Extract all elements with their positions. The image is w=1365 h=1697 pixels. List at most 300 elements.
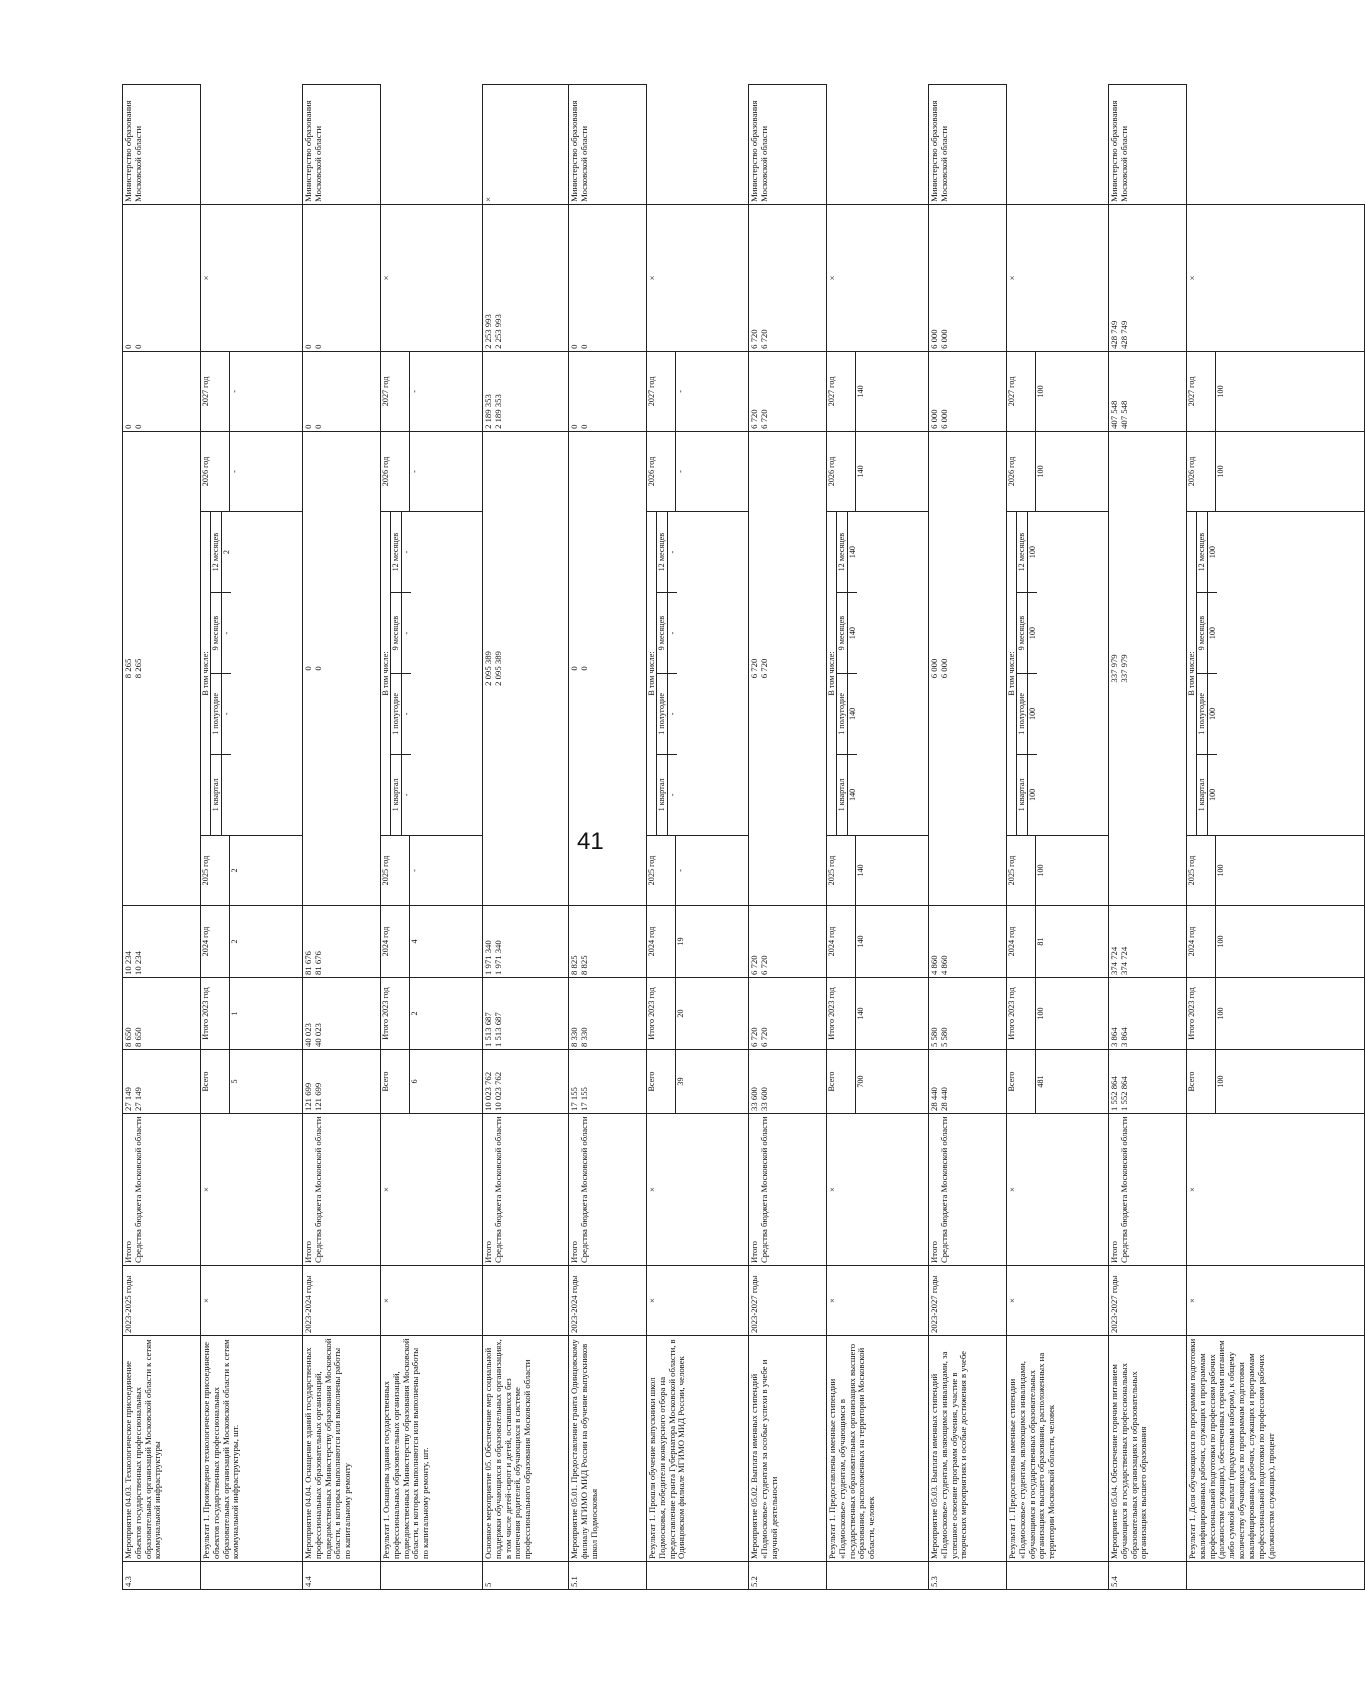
- amount-2024-total: 6 720: [749, 955, 759, 975]
- amount-2027-total: 0: [303, 344, 313, 349]
- result-source-cross: ×: [201, 1114, 303, 1266]
- result-total: [201, 1050, 303, 1114]
- amount-2025-total: 0: [303, 666, 313, 671]
- result-2024-value-row: [410, 906, 420, 977]
- amount-2024-total: 8 825: [569, 955, 579, 975]
- result-total-header-row: [201, 1050, 230, 1113]
- breakdown-grid: [647, 512, 677, 835]
- amount-2023: [1109, 978, 1187, 1050]
- quarter-1-header: 1 квартал: [837, 754, 847, 835]
- twelve-months-value: -: [401, 512, 411, 593]
- result-total-header: Всего: [827, 1050, 856, 1113]
- result-2025-grid: [647, 836, 685, 905]
- result-total-value: 5: [230, 1079, 239, 1084]
- amount-2026: [483, 351, 569, 431]
- measure-title: Мероприятие 05.01. Предоставление гранта Одинцовскому филиалу МГИМО МИД России на обучение выпускников школ Подмосковья: [569, 1336, 647, 1562]
- result-2027: [827, 351, 929, 431]
- breakdown-value-row: [221, 512, 231, 835]
- half-year-value: 100: [1207, 674, 1217, 755]
- amount-total: [569, 1050, 647, 1114]
- result-2026-value: 100: [1216, 465, 1225, 478]
- result-2023-header: Итого 2023 год: [647, 978, 676, 1049]
- amount-2025: [483, 431, 569, 905]
- result-2024-value-row: [1216, 906, 1226, 977]
- program-measures-table: [122, 84, 1365, 1590]
- amount-2023: [303, 978, 381, 1050]
- nine-months-value: -: [667, 593, 677, 674]
- funding-sources: [483, 1114, 569, 1266]
- execution-period: 2023-2025 годы: [123, 1266, 201, 1336]
- result-2025: [1187, 836, 1365, 906]
- result-2023-value-row: [856, 978, 866, 1049]
- result-2025-value-row: [1036, 836, 1046, 905]
- result-2025-header-row: [827, 836, 856, 905]
- result-2023: [381, 978, 483, 1050]
- result-2024-header: 2024 год: [1187, 906, 1216, 977]
- rotated-table-container: [122, 100, 1276, 1590]
- quarter-1-header: 1 квартал: [657, 754, 667, 835]
- result-2025: [647, 836, 749, 906]
- amount-2024-regional: 81 676: [312, 951, 323, 975]
- amount-2027-total: 2 253 993: [483, 314, 493, 349]
- twelve-months-header: 12 месяцев: [657, 512, 667, 593]
- result-total: [1187, 1050, 1365, 1114]
- amount-2025-regional: 337 979: [1118, 654, 1129, 683]
- result-period-cross: ×: [647, 1266, 749, 1336]
- result-2027-grid: [201, 352, 239, 431]
- result-2026-value: -: [230, 470, 239, 473]
- result-2027: [381, 351, 483, 431]
- result-total: [827, 1050, 929, 1114]
- amount-2025: [929, 431, 1007, 905]
- result-2025-header: 2025 год: [647, 836, 676, 905]
- amount-2026-total: 0: [569, 424, 579, 429]
- result-2025-header: 2025 год: [1187, 836, 1216, 905]
- breakdown-value-row: [401, 512, 411, 835]
- source-regional-label: Средства бюджета Московской области: [1118, 1116, 1129, 1263]
- breakdown-grid: [1187, 512, 1217, 835]
- result-2024-header: 2024 год: [827, 906, 856, 977]
- result-2023-value: 1: [230, 1011, 239, 1016]
- result-total-header-row: [381, 1050, 410, 1113]
- twelve-months-value: 2: [221, 512, 231, 593]
- amount-2026-regional: 0: [132, 424, 143, 429]
- amount-2027: [123, 204, 201, 351]
- result-2023-value: 2: [410, 1011, 419, 1016]
- result-2026-header-row: [827, 432, 856, 511]
- result-2023-grid: [1187, 978, 1225, 1049]
- amount-total: [929, 1050, 1007, 1114]
- result-2026-grid: [381, 432, 419, 511]
- result-2026: [827, 431, 929, 511]
- result-2026-header: 2026 год: [381, 432, 410, 511]
- amount-2023-total: 6 720: [749, 1027, 759, 1047]
- amount-2023: [483, 978, 569, 1050]
- quarter-1-header: 1 квартал: [1017, 754, 1027, 835]
- result-total-grid: [381, 1050, 419, 1113]
- result-2024-grid: [647, 906, 685, 977]
- result-2025-value-row: [230, 836, 240, 905]
- result-title: Результат 1. Оснащены здания государственных профессиональных образовательных организаций, подведомственных Министерству образования Московской области, в которых выполняются или выполнены работы по капитальному ремонту, шт.: [381, 1336, 483, 1562]
- result-responsible-cross: ×: [1007, 204, 1109, 351]
- result-2025-grid: [827, 836, 865, 905]
- quarter-1-value: -: [667, 793, 677, 797]
- result-2023-grid: [1007, 978, 1045, 1049]
- amount-2023-total: 3 864: [1109, 1027, 1119, 1047]
- twelve-months-value: 140: [847, 512, 857, 593]
- half-year-value: -: [667, 674, 677, 755]
- amount-2024: [569, 906, 647, 978]
- amount-2023-regional: 3 864: [1118, 1027, 1129, 1047]
- result-2024-value-row: [1036, 906, 1046, 977]
- result-period-cross: ×: [827, 1266, 929, 1336]
- result-2026: [1187, 431, 1365, 511]
- breakdown-value-row: [847, 512, 857, 835]
- result-2026-value-row: [410, 432, 420, 511]
- row-number: 5: [483, 1562, 569, 1590]
- amount-total: [1109, 1050, 1187, 1114]
- result-2027-header-row: [647, 352, 676, 431]
- result-2027-header-row: [1187, 352, 1216, 431]
- result-source-cross: ×: [381, 1114, 483, 1266]
- measure-title: Мероприятие 04.03. Технологическое присоединение объектов государственных профессиональных образовательных организаций Московской области к сетям коммунальной инфраструктуры: [123, 1336, 201, 1562]
- amount-2026-total: 6 000: [929, 409, 939, 429]
- amount-2025-regional: 8 265: [132, 658, 143, 679]
- result-2027: [1007, 351, 1109, 431]
- amount-total-total: 27 149: [123, 1087, 133, 1111]
- amount-2027-regional: 428 749: [1118, 320, 1129, 349]
- result-total-value: 100: [1216, 1075, 1225, 1088]
- result-source-cross: ×: [1007, 1114, 1109, 1266]
- result-2024: [1187, 906, 1365, 978]
- source-regional-label: Средства бюджета Московской области: [492, 1116, 503, 1263]
- result-2025-value: 100: [1036, 864, 1045, 877]
- measure-row: [929, 84, 1007, 1589]
- amount-2024-total: 10 234: [123, 951, 133, 975]
- result-2025-grid: [201, 836, 239, 905]
- result-2027-header: 2027 год: [381, 352, 410, 431]
- result-2025-value-row: [1216, 836, 1226, 905]
- funding-sources: [749, 1114, 827, 1266]
- result-2025-value: 2: [230, 868, 239, 873]
- half-year-header: 1 полугодие: [657, 674, 667, 755]
- result-period-cross: ×: [1187, 1266, 1365, 1336]
- amount-total-regional: 10 023 762: [492, 1071, 503, 1111]
- amount-total-regional: 27 149: [132, 1087, 143, 1111]
- amount-total: [749, 1050, 827, 1114]
- amount-2023: [569, 978, 647, 1050]
- execution-period: 2023-2024 годы: [303, 1266, 381, 1336]
- result-2026-value: -: [410, 470, 419, 473]
- amount-2026-regional: 0: [578, 424, 589, 429]
- result-2025-breakdown: [201, 512, 303, 836]
- result-2027-header: 2027 год: [1187, 352, 1216, 431]
- measure-row: [569, 84, 647, 1589]
- amount-total-regional: 1 552 864: [1118, 1076, 1129, 1111]
- result-row: [201, 84, 303, 1589]
- nine-months-header: 9 месяцев: [391, 593, 401, 674]
- result-2027-header: 2027 год: [827, 352, 856, 431]
- result-2025-header-row: [381, 836, 410, 905]
- result-2024-header: 2024 год: [1007, 906, 1036, 977]
- result-total-header-row: [647, 1050, 676, 1113]
- result-period-cross: ×: [1007, 1266, 1109, 1336]
- result-number-blank: [1187, 1562, 1365, 1590]
- result-total-value: 39: [676, 1077, 685, 1086]
- responsible-executor: Министерство образования Московской области: [929, 84, 1007, 204]
- twelve-months-header: 12 месяцев: [837, 512, 847, 593]
- result-title: Результат 1. Произведено технологическое присоединение объектов государственных профессиональных образовательных организаций Московской области к сетям коммунальной инфраструктуры, шт.: [201, 1336, 303, 1562]
- result-2025-breakdown: [381, 512, 483, 836]
- result-total-grid: [647, 1050, 685, 1113]
- amount-2025: [303, 431, 381, 905]
- result-2024-value: 81: [1036, 937, 1045, 946]
- amount-2026-total: 407 548: [1109, 400, 1119, 429]
- amount-2026-total: 0: [123, 424, 133, 429]
- result-responsible-cross: ×: [647, 204, 749, 351]
- amount-2025-total: 337 979: [1109, 654, 1119, 683]
- result-2026-header: 2026 год: [1187, 432, 1216, 511]
- amount-2023-regional: 5 580: [938, 1027, 949, 1047]
- result-2027-value: -: [230, 390, 239, 393]
- measure-row: [483, 84, 569, 1589]
- result-2023-header-row: [1007, 978, 1036, 1049]
- result-total-value: 481: [1036, 1075, 1045, 1088]
- measure-title: Мероприятие 05.03. Выплата именных стипендий «Подмосковье» студентам, являющимся инвалидами, за успешное освоение программ обучения, участие в творческих мероприятиях и особые достижения в учебе: [929, 1336, 1007, 1562]
- breakdown-grid: [827, 512, 857, 835]
- amount-total-regional: 121 699: [312, 1082, 323, 1111]
- source-regional-label: Средства бюджета Московской области: [758, 1116, 769, 1263]
- result-2026-grid: [647, 432, 685, 511]
- result-total-header-row: [1007, 1050, 1036, 1113]
- amount-2027-total: 0: [569, 344, 579, 349]
- amount-total-total: 28 440: [929, 1087, 939, 1111]
- result-2023-header: Итого 2023 год: [381, 978, 410, 1049]
- result-2027-value: 100: [1036, 385, 1045, 398]
- result-responsible-cross: ×: [827, 204, 929, 351]
- result-2026-value: -: [676, 470, 685, 473]
- result-2026-grid: [1007, 432, 1045, 511]
- result-2024-value-row: [230, 906, 240, 977]
- result-2024-header-row: [1187, 906, 1216, 977]
- responsible-executor: Министерство образования Московской области: [123, 84, 201, 204]
- amount-2024-regional: 374 724: [1118, 946, 1129, 975]
- result-total-value-row: [1216, 1050, 1226, 1113]
- twelve-months-value: 100: [1207, 512, 1217, 593]
- result-total: [647, 1050, 749, 1114]
- result-source-cross: ×: [827, 1114, 929, 1266]
- in-total-caption: В том числе:: [1187, 512, 1197, 835]
- result-2026-header: 2026 год: [647, 432, 676, 511]
- result-title: Результат 1. Доля обучающихся по программам подготовки квалифицированных рабочих, служащих и программам профессиональной подготовки по профессиям рабочих (должностям служащих), обеспеченных горячим питанием либо суммой выплат (продуктовым набором), к общему количеству обучающихся по программам подготовки квалифицированных рабочих, служащих и программам профессиональной подготовки по профессиям рабочих (должностям служащих), процент: [1187, 1336, 1365, 1562]
- result-total-value-row: [676, 1050, 686, 1113]
- result-2024-grid: [201, 906, 239, 977]
- nine-months-value: -: [401, 593, 411, 674]
- row-number: 5.4: [1109, 1562, 1187, 1590]
- result-total-grid: [1187, 1050, 1225, 1113]
- amount-2026-total: 6 720: [749, 409, 759, 429]
- result-2023-grid: [647, 978, 685, 1049]
- result-2026-header-row: [381, 432, 410, 511]
- source-total-label: Итого: [303, 1241, 313, 1263]
- result-2023: [201, 978, 303, 1050]
- amount-2023: [749, 978, 827, 1050]
- source-regional-label: Средства бюджета Московской области: [938, 1116, 949, 1263]
- half-year-value: 140: [847, 674, 857, 755]
- result-2027-value: 100: [1216, 385, 1225, 398]
- amount-2023-total: 8 650: [123, 1027, 133, 1047]
- result-total: [1007, 1050, 1109, 1114]
- result-2024-value-row: [676, 906, 686, 977]
- measure-row: [749, 84, 827, 1589]
- result-2025-value: -: [676, 869, 685, 872]
- row-number: 5.1: [569, 1562, 647, 1590]
- amount-2025-regional: 2 095 389: [492, 651, 503, 686]
- result-source-cross: ×: [647, 1114, 749, 1266]
- result-2025-breakdown: [827, 512, 929, 836]
- result-total-header: Всего: [1187, 1050, 1216, 1113]
- amount-2023: [123, 978, 201, 1050]
- result-2025-value: -: [410, 869, 419, 872]
- amount-2026: [929, 351, 1007, 431]
- result-2027-value-row: [230, 352, 240, 431]
- amount-2027-total: 0: [123, 344, 133, 349]
- half-year-value: 100: [1027, 674, 1037, 755]
- nine-months-header: 9 месяцев: [1017, 593, 1027, 674]
- result-2023-header: Итого 2023 год: [827, 978, 856, 1049]
- amount-2023-total: 5 580: [929, 1027, 939, 1047]
- result-2024-header-row: [647, 906, 676, 977]
- amount-2026-regional: 6 720: [758, 409, 769, 429]
- result-total-grid: [1007, 1050, 1045, 1113]
- nine-months-header: 9 месяцев: [211, 593, 221, 674]
- result-2023-value: 20: [676, 1009, 685, 1018]
- result-2023-header-row: [201, 978, 230, 1049]
- amount-2023-total: 8 330: [569, 1027, 579, 1047]
- result-2023-header-row: [827, 978, 856, 1049]
- amount-2025-total: 8 265: [123, 658, 133, 679]
- result-2025-grid: [381, 836, 419, 905]
- result-2027: [1187, 351, 1365, 431]
- amount-2024: [303, 906, 381, 978]
- amount-2027: [483, 204, 569, 351]
- result-2023: [827, 978, 929, 1050]
- result-number-blank: [381, 1562, 483, 1590]
- result-2024-value: 140: [856, 935, 865, 948]
- result-2026-grid: [1187, 432, 1225, 511]
- amount-2024: [123, 906, 201, 978]
- result-total-header: Всего: [381, 1050, 410, 1113]
- result-number-blank: [1007, 1562, 1109, 1590]
- amount-2027-regional: 0: [132, 344, 143, 349]
- breakdown-header-row: [1197, 512, 1207, 835]
- amount-total-regional: 33 600: [758, 1087, 769, 1111]
- result-total-value-row: [230, 1050, 240, 1113]
- result-2024-grid: [1187, 906, 1225, 977]
- result-2027-value: 140: [856, 385, 865, 398]
- amount-2026: [303, 351, 381, 431]
- result-2025-value: 100: [1216, 864, 1225, 877]
- amount-2024-total: 1 971 340: [483, 940, 493, 975]
- amount-2026: [749, 351, 827, 431]
- result-2024-header: 2024 год: [381, 906, 410, 977]
- result-2026: [647, 431, 749, 511]
- source-total-label: Итого: [1109, 1241, 1119, 1263]
- result-responsible-cross: ×: [1187, 204, 1365, 351]
- result-2023: [1187, 978, 1365, 1050]
- execution-period: 2023-2024 годы: [569, 1266, 647, 1336]
- breakdown-caption-row: [381, 512, 391, 835]
- source-total-label: Итого: [123, 1241, 133, 1263]
- result-2025-value: 140: [856, 864, 865, 877]
- result-period-cross: ×: [201, 1266, 303, 1336]
- result-2026-value-row: [676, 432, 686, 511]
- amount-2024: [1109, 906, 1187, 978]
- row-number: 5.2: [749, 1562, 827, 1590]
- nine-months-value: 140: [847, 593, 857, 674]
- result-2023-header: Итого 2023 год: [201, 978, 230, 1049]
- nine-months-header: 9 месяцев: [657, 593, 667, 674]
- amount-2027-regional: 0: [578, 344, 589, 349]
- result-period-cross: ×: [381, 1266, 483, 1336]
- result-2025-breakdown: [1187, 512, 1365, 836]
- amount-2027-regional: 2 253 993: [492, 314, 503, 349]
- execution-period: 2023-2027 годы: [749, 1266, 827, 1336]
- result-2026-header-row: [201, 432, 230, 511]
- amount-2027-total: 6 000: [929, 329, 939, 349]
- amount-2027-regional: 0: [312, 344, 323, 349]
- result-2024: [827, 906, 929, 978]
- result-2027-value-row: [1036, 352, 1046, 431]
- amount-2027: [749, 204, 827, 351]
- result-total-value-row: [1036, 1050, 1046, 1113]
- twelve-months-header: 12 месяцев: [211, 512, 221, 593]
- amount-2025-total: 6 720: [749, 658, 759, 679]
- result-row: [1007, 84, 1109, 1589]
- result-2026-value-row: [856, 432, 866, 511]
- half-year-value: -: [221, 674, 231, 755]
- amount-2023-regional: 1 513 687: [492, 1012, 503, 1047]
- quarter-1-header: 1 квартал: [211, 754, 221, 835]
- page-number: 41: [577, 828, 604, 855]
- result-total-value: 700: [856, 1075, 865, 1088]
- result-2025-header-row: [647, 836, 676, 905]
- result-2026-header-row: [647, 432, 676, 511]
- amount-2025-regional: 0: [578, 666, 589, 671]
- result-2024: [647, 906, 749, 978]
- amount-2025: [749, 431, 827, 905]
- twelve-months-header: 12 месяцев: [1197, 512, 1207, 593]
- result-total-header: Всего: [1007, 1050, 1036, 1113]
- breakdown-grid: [201, 512, 231, 835]
- result-2025: [381, 836, 483, 906]
- amount-2023-total: 40 023: [303, 1023, 313, 1047]
- measure-title: Основное мероприятие 05. Обеспечение мер социальной поддержки обучающихся в образовательных организациях, в том числе детей-сирот и детей, оставшихся без попечения родителей, обучающихся в системе профессионального образования Московской области: [483, 1336, 569, 1562]
- result-2027-header-row: [201, 352, 230, 431]
- result-2026-header-row: [1007, 432, 1036, 511]
- half-year-header: 1 полугодие: [211, 674, 221, 755]
- result-2024-header-row: [827, 906, 856, 977]
- breakdown-caption-row: [1187, 512, 1197, 835]
- result-2027-header: 2027 год: [1007, 352, 1036, 431]
- amount-2025: [123, 431, 201, 905]
- result-total: [381, 1050, 483, 1114]
- amount-2026: [123, 351, 201, 431]
- result-2024: [1007, 906, 1109, 978]
- result-2023-value-row: [1036, 978, 1046, 1049]
- result-2024-header-row: [1007, 906, 1036, 977]
- amount-2023-total: 1 513 687: [483, 1012, 493, 1047]
